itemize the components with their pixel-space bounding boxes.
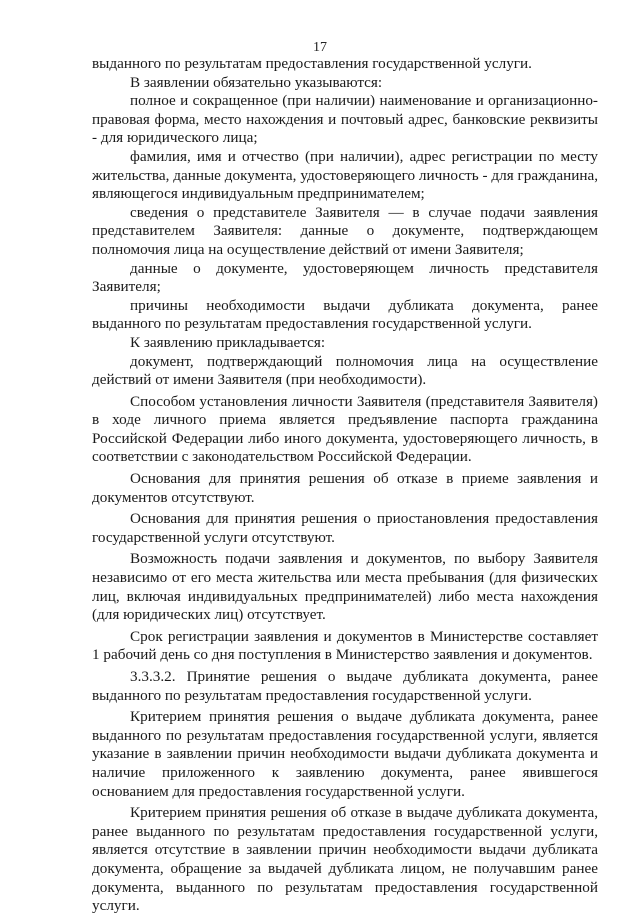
paragraph: 3.3.3.2. Принятие решения о выдаче дубликата документа, ранее выданного по результатам предоставления государственной услуги. bbox=[92, 668, 598, 704]
paragraph: Возможность подачи заявления и документов, по выбору Заявителя независимо от его места жительства или места пребывания (для физических лиц, включая индивидуальных предпринимателей) либо места нахождения (для юридических лиц) отсутствует. bbox=[92, 550, 598, 624]
paragraph: выданного по результатам предоставления государственной услуги. bbox=[92, 55, 532, 72]
paragraph: документ, подтверждающий полномочия лица на осуществление действий от имени Заявителя (при необходимости). bbox=[92, 352, 598, 389]
page-number: 17 bbox=[313, 40, 327, 55]
paragraph: К заявлению прикладывается: bbox=[130, 333, 326, 351]
paragraph: Основания для принятия решения о приостановления предоставления государственной услуги отсутствуют. bbox=[92, 510, 598, 546]
paragraph: Способом установления личности Заявителя (представителя Заявителя) в ходе личного приема является предъявление паспорта гражданина Российской Федерации либо иного документа, удостоверяющего личность, в соответствии с законодательством Российской Федерации. bbox=[92, 392, 598, 466]
paragraph: фамилия, имя и отчество (при наличии), адрес регистрации по месту жительства, данные документа, удостоверяющего личность - для гражданина, являющегося индивидуальным предпринимателем; bbox=[92, 147, 598, 203]
paragraph: данные о документе, удостоверяющем личность представителя Заявителя; bbox=[92, 259, 598, 296]
paragraph: Критерием принятия решения о выдаче дубликата документа, ранее выданного по результатам предоставления государственной услуги, является указание в заявлении причин необходимости выдачи дубликата документа и наличие приложенного к заявлению документа, ранее явившегося основанием для предоставления государственной услуги. bbox=[92, 708, 598, 800]
paragraph: В заявлении обязательно указываются: bbox=[130, 73, 383, 91]
paragraph: полное и сокращенное (при наличии) наименование и организационно-правовая форма, место нахождения и почтовый адрес, банковские реквизиты - для юридического лица; bbox=[92, 92, 598, 147]
paragraph: Критерием принятия решения об отказе в выдаче дубликата документа, ранее выданного по результатам предоставления государственной услуги, является отсутствие в заявлении причин необходимости выдачи дубликата документа, обращение за выдачей дубликата лицом, не получавшим ранее документа, выданного по результатам предоставления государственной услуги. bbox=[92, 804, 598, 915]
paragraph: причины необходимости выдачи дубликата документа, ранее выданного по результатам предоставления государственной услуги. bbox=[92, 296, 598, 333]
paragraph: сведения о представителе Заявителя — в случае подачи заявления представителем Заявителя: данные о документе, подтверждающем полномочия лица на осуществление действий от имени Заявителя; bbox=[92, 203, 598, 258]
paragraph: Срок регистрации заявления и документов в Министерстве составляет 1 рабочий день со дня поступления в Министерство заявления и документов. bbox=[92, 627, 598, 664]
paragraph: Основания для принятия решения об отказе в приеме заявления и документов отсутствуют. bbox=[92, 470, 598, 506]
document-body bbox=[92, 55, 598, 916]
